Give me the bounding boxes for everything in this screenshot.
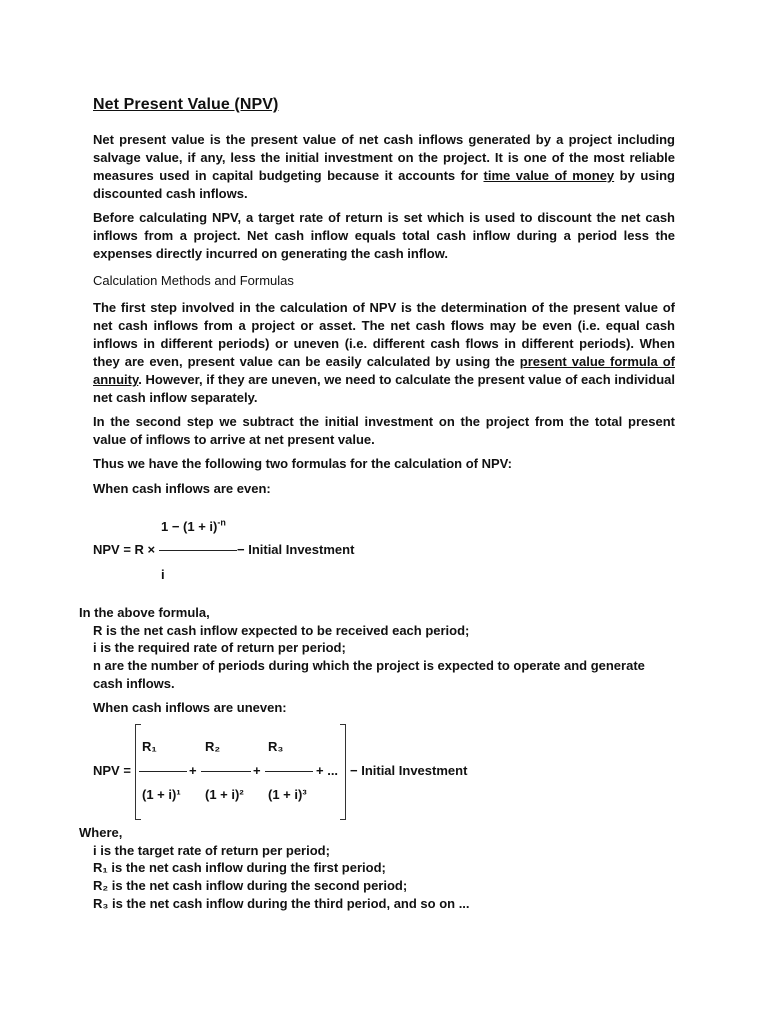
link-time-value-of-money[interactable]: time value of money bbox=[483, 168, 615, 183]
paragraph-second-step: In the second step we subtract the initial investment on the project from the total present value of inflows to arrive at net present value. bbox=[93, 414, 675, 447]
label-above-formula: In the above formula, bbox=[79, 605, 210, 620]
formula-uneven-lhs: NPV = bbox=[93, 763, 131, 778]
definition-n: n are the number of periods during which the project is expected to operate and generate cash inflows. bbox=[93, 658, 645, 691]
page-title: Net Present Value (NPV) bbox=[93, 96, 279, 113]
definition-target-rate: i is the target rate of return per period; bbox=[93, 843, 330, 858]
formula-even-lhs: NPV = R × bbox=[93, 542, 156, 557]
formula-uneven-denominator-2: (1 + i)² bbox=[205, 787, 244, 802]
section-heading-methods: Calculation Methods and Formulas bbox=[93, 273, 294, 288]
label-uneven-inflows: When cash inflows are uneven: bbox=[93, 700, 287, 715]
label-where: Where, bbox=[79, 825, 123, 840]
definition-r2: R₂ is the net cash inflow during the second period; bbox=[93, 878, 408, 893]
formula-even-denominator: i bbox=[161, 567, 165, 582]
label-even-inflows: When cash inflows are even: bbox=[93, 481, 271, 496]
definition-r: R is the net cash inflow expected to be received each period; bbox=[93, 623, 470, 638]
formula-uneven-bar-1 bbox=[139, 771, 187, 772]
definition-r3: R₃ is the net cash inflow during the third period, and so on ... bbox=[93, 896, 470, 911]
formula-uneven-ellipsis: + ... bbox=[316, 763, 339, 778]
formula-uneven-numerator-3: R₃ bbox=[268, 739, 284, 754]
definition-r1: R₁ is the net cash inflow during the first period; bbox=[93, 860, 386, 875]
paragraph-definition: Net present value is the present value of net cash inflows generated by a project including salvage value, if any, less the initial investment on the project. It is one of the most reliable measures used in capital budgeting because it accounts for time value of money by using discounted cash inflows. bbox=[93, 132, 675, 201]
formula-even-rhs: − Initial Investment bbox=[237, 542, 355, 557]
formula-even-numerator: $1 - (1 + i)^{-n}$ bbox=[161, 517, 226, 534]
definition-i: i is the required rate of return per period; bbox=[93, 640, 346, 655]
paragraph-target-rate: Before calculating NPV, a target rate of return is set which is used to discount the net cash inflows from a project. Net cash inflow equals total cash inflow during a period less the expenses directly incurred on generating the cash inflow. bbox=[93, 210, 675, 261]
paragraph-two-formulas: Thus we have the following two formulas for the calculation of NPV: bbox=[93, 456, 512, 471]
link-present-value-annuity[interactable]: present value formula of annuity bbox=[93, 354, 675, 387]
formula-uneven-denominator-3: (1 + i)³ bbox=[268, 787, 307, 802]
formula-uneven-right-bracket bbox=[340, 724, 346, 820]
formula-uneven-numerator-1: R₁ bbox=[142, 739, 157, 754]
formula-uneven-plus-2: + bbox=[253, 763, 261, 778]
formula-uneven-bar-3 bbox=[265, 771, 313, 772]
formula-uneven-rhs: − Initial Investment bbox=[350, 763, 468, 778]
formula-uneven-numerator-2: R₂ bbox=[205, 739, 221, 754]
paragraph-first-step: The first step involved in the calculation of NPV is the determination of the present value of net cash inflows from a project or asset. The net cash flows may be even (i.e. equal cash inflows in different periods) or uneven (i.e. different cash flows in different periods). When they are even, present value can be easily calculated by using the present value formula of annuity. However, if they are uneven, we need to calculate the present value of each individual net cash inflow separately. bbox=[93, 300, 675, 405]
formula-uneven-left-bracket bbox=[135, 724, 141, 820]
formula-uneven-bar-2 bbox=[201, 771, 251, 772]
formula-uneven-denominator-1: (1 + i)¹ bbox=[142, 787, 181, 802]
formula-even-fraction-bar bbox=[159, 550, 237, 551]
formula-uneven-plus-1: + bbox=[189, 763, 197, 778]
